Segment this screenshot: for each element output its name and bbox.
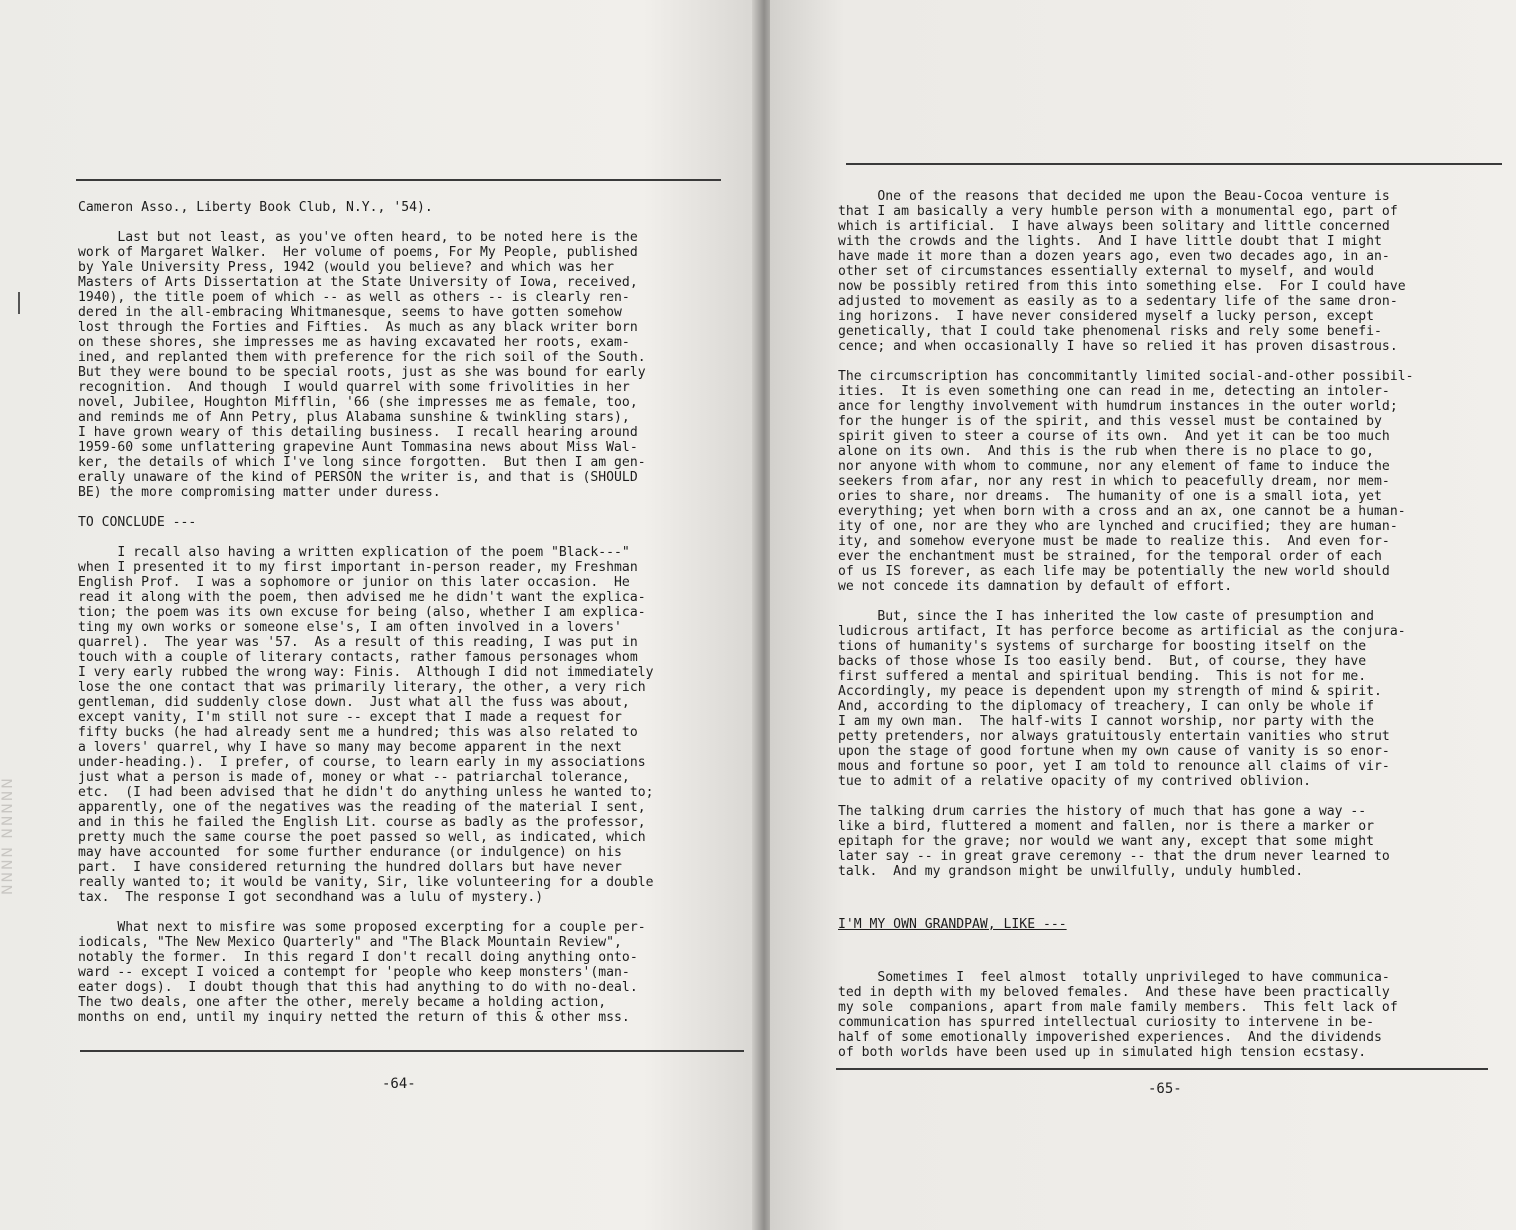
- text-line: of both worlds have been used up in simulated high tension ecstasy.: [838, 1045, 1367, 1060]
- text-line: ludicrous artifact, It has perforce become as artificial as the conjura-: [838, 624, 1406, 639]
- text-line: may have accounted for some further endurance (or indulgence) on his: [78, 845, 622, 860]
- page-number: -65-: [1148, 1081, 1182, 1097]
- text-line: ity of one, nor are they who are lynched and crucified; they are human-: [838, 519, 1398, 534]
- text-line: But they were bound to be special roots, just as she was bound for early: [78, 365, 646, 380]
- text-line: nor anyone with whom to commune, nor any element of fame to induce the: [838, 459, 1390, 474]
- text-line: with the crowds and the lights. And I have little doubt that I might: [838, 234, 1382, 249]
- text-line: tion; the poem was its own excuse for being (also, whether I am explica-: [78, 605, 646, 620]
- text-line: gentleman, did suddenly close down. Just what all the fuss was about,: [78, 695, 630, 710]
- text-line: ward -- except I voiced a contempt for 'people who keep monsters'(man-: [78, 965, 630, 980]
- text-line: TO CONCLUDE ---: [78, 515, 197, 530]
- text-line: One of the reasons that decided me upon the Beau-Cocoa venture is: [838, 189, 1390, 204]
- text-line: later say -- in great grave ceremony -- that the drum never learned to: [838, 849, 1390, 864]
- text-line: touch with a couple of literary contacts, rather famous personages whom: [78, 650, 638, 665]
- text-line: work of Margaret Walker. Her volume of poems, For My People, published: [78, 245, 638, 260]
- text-line: part. I have considered returning the hundred dollars but have never: [78, 860, 622, 875]
- text-line: The talking drum carries the history of much that has gone a way --: [838, 804, 1367, 819]
- text-line: [78, 215, 750, 230]
- page-number: -64-: [382, 1076, 416, 1092]
- text-line: everything; yet when born with a cross and an ax, one cannot be a human-: [838, 504, 1406, 519]
- text-line: except vanity, I'm still not sure -- except that I made a request for: [78, 710, 622, 725]
- text-line: for the hunger is of the spirit, and this vessel must be contained by: [838, 414, 1382, 429]
- text-line: [78, 905, 750, 920]
- text-line: ted in depth with my beloved females. And these have been practically: [838, 985, 1390, 1000]
- bottom-rule: [80, 1050, 744, 1052]
- text-line: I recall also having a written explication of the poem "Black---": [78, 545, 630, 560]
- section-gap: [838, 879, 1510, 917]
- text-line: The circumscription has concommitantly limited social-and-other possibil-: [838, 369, 1414, 384]
- text-line: 1959-60 some unflattering grapevine Aunt Tommasina news about Miss Wal-: [78, 440, 638, 455]
- text-line: [838, 789, 1510, 804]
- margin-mark: NNNN NNNNN: [0, 776, 16, 895]
- text-line: on these shores, she impresses me as having excavated her roots, exam-: [78, 335, 630, 350]
- text-line: a lovers' quarrel, why I have so many may become apparent in the next: [78, 740, 622, 755]
- text-line: Sometimes I feel almost totally unprivileged to have communica-: [838, 970, 1390, 985]
- section-gap: [838, 932, 1510, 970]
- text-line: [78, 530, 750, 545]
- right-page-text: [838, 189, 1510, 1060]
- text-line: when I presented it to my first important in-person reader, my Freshman: [78, 560, 638, 575]
- text-line: my sole companions, apart from male family members. This felt lack of: [838, 1000, 1398, 1015]
- text-line: ker, the details of which I've long since forgotten. But then I am gen-: [78, 455, 646, 470]
- text-line: Cameron Asso., Liberty Book Club, N.Y., '54).: [78, 200, 433, 215]
- text-line: I very early rubbed the wrong way: Finis. Although I did not immediately: [78, 665, 654, 680]
- text-line: English Prof. I was a sophomore or junior on this later occasion. He: [78, 575, 630, 590]
- text-line: novel, Jubilee, Houghton Mifflin, '66 (she impresses me as female, too,: [78, 395, 638, 410]
- text-line: months on end, until my inquiry netted the return of this & other mss.: [78, 1010, 630, 1025]
- text-line: which is artificial. I have always been solitary and little concerned: [838, 219, 1390, 234]
- text-line: ting my own works or someone else's, I am often involved in a lovers': [78, 620, 622, 635]
- text-line: first suffered a mental and spiritual bending. This is not for me.: [838, 669, 1367, 684]
- text-line: and in this he failed the English Lit. course as badly as the professor,: [78, 815, 646, 830]
- text-line: genetically, that I could take phenomenal risks and rely some benefi-: [838, 324, 1382, 339]
- top-rule: [846, 163, 1502, 165]
- text-line: [78, 500, 750, 515]
- right-page: [770, 0, 1516, 1230]
- text-line: like a bird, fluttered a moment and fallen, nor is there a marker or: [838, 819, 1375, 834]
- text-line: fifty bucks (he had already sent me a hundred; this was also related to: [78, 725, 638, 740]
- text-line: half of some emotionally impoverished experiences. And the dividends: [838, 1030, 1382, 1045]
- text-line: ories to share, nor dreams. The humanity of one is a small iota, yet: [838, 489, 1382, 504]
- text-line: recognition. And though I would quarrel with some frivolities in her: [78, 380, 630, 395]
- bottom-rule: [836, 1068, 1488, 1070]
- text-line: 1940), the title poem of which -- as well as others -- is clearly ren-: [78, 290, 630, 305]
- text-line: under-heading.). I prefer, of course, to learn early in my associations: [78, 755, 646, 770]
- text-line: mous and fortune so poor, yet I am told to renounce all claims of vir-: [838, 759, 1390, 774]
- text-line: we not concede its damnation by default of effort.: [838, 579, 1233, 594]
- text-line: other set of circumstances essentially external to myself, and would: [838, 264, 1375, 279]
- text-line: tue to admit of a relative opacity of my contrived oblivion.: [838, 774, 1311, 789]
- text-line: ance for lengthy involvement with humdrum instances in the outer world;: [838, 399, 1398, 414]
- text-line: [838, 594, 1510, 609]
- section-heading: I'M MY OWN GRANDPAW, LIKE ---: [838, 917, 1067, 932]
- text-line: ity, and somehow everyone must be made to realize this. And even for-: [838, 534, 1390, 549]
- text-line: backs of those whose Is too easily bend. But, of course, they have: [838, 654, 1367, 669]
- text-line: tax. The response I got secondhand was a lulu of mystery.): [78, 890, 544, 905]
- margin-tick: [18, 292, 20, 314]
- text-line: adjusted to movement as easily as to a sedentary life of the same dron-: [838, 294, 1398, 309]
- text-line: Accordingly, my peace is dependent upon my strength of mind & spirit.: [838, 684, 1382, 699]
- text-line: But, since the I has inherited the low caste of presumption and: [838, 609, 1375, 624]
- text-line: read it along with the poem, then advised me he didn't want the explica-: [78, 590, 646, 605]
- text-line: [838, 354, 1510, 369]
- text-line: alone on its own. And this is the rub when there is no place to go,: [838, 444, 1375, 459]
- text-line: dered in the all-embracing Whitmanesque, seems to have gotten somehow: [78, 305, 622, 320]
- text-line: communication has spurred intellectual curiosity to intervene in be-: [838, 1015, 1375, 1030]
- text-line: lost through the Forties and Fifties. As much as any black writer born: [78, 320, 638, 335]
- text-line: lose the one contact that was primarily literary, the other, a very rich: [78, 680, 646, 695]
- text-line: notably the former. In this regard I don't recall doing anything onto-: [78, 950, 638, 965]
- text-line: really wanted to; it would be vanity, Sir, like volunteering for a double: [78, 875, 654, 890]
- text-line: Last but not least, as you've often heard, to be noted here is the: [78, 230, 638, 245]
- text-line: of us IS forever, as each life may be potentially the new world should: [838, 564, 1390, 579]
- text-line: pretty much the same course the poet passed so well, as indicated, which: [78, 830, 646, 845]
- text-line: petty pretenders, nor always gratuitously entertain vanities who strut: [838, 729, 1390, 744]
- text-line: The two deals, one after the other, merely became a holding action,: [78, 995, 607, 1010]
- text-line: ing horizons. I have never considered myself a lucky person, except: [838, 309, 1375, 324]
- text-line: cence; and when occasionally I have so relied it has proven disastrous.: [838, 339, 1398, 354]
- text-line: now be possibly retired from this into something else. For I could have: [838, 279, 1406, 294]
- text-line: have made it more than a dozen years ago, even two decades ago, in an-: [838, 249, 1390, 264]
- left-page-text: [78, 200, 750, 1025]
- text-line: by Yale University Press, 1942 (would you believe? and which was her: [78, 260, 615, 275]
- text-line: etc. (I had been advised that he didn't do anything unless he wanted to;: [78, 785, 654, 800]
- text-line: quarrel). The year was '57. As a result of this reading, I was put in: [78, 635, 638, 650]
- top-rule: [76, 179, 721, 181]
- text-line: talk. And my grandson might be unwilfully, unduly humbled.: [838, 864, 1304, 879]
- text-line: spirit given to steer a course of its own. And yet it can be too much: [838, 429, 1390, 444]
- text-line: upon the stage of good fortune when my own cause of vanity is so enor-: [838, 744, 1390, 759]
- text-line: And, according to the diplomacy of treachery, I can only be whole if: [838, 699, 1375, 714]
- text-line: seekers from afar, nor any rest in which to peacefully dream, nor mem-: [838, 474, 1390, 489]
- text-line: apparently, one of the negatives was the reading of the material I sent,: [78, 800, 646, 815]
- text-line: and reminds me of Ann Petry, plus Alabama sunshine & twinkling stars),: [78, 410, 630, 425]
- text-line: ities. It is even something one can read in me, detecting an intoler-: [838, 384, 1390, 399]
- text-line: ever the enchantment must be strained, for the temporal order of each: [838, 549, 1382, 564]
- text-line: Masters of Arts Dissertation at the State University of Iowa, received,: [78, 275, 638, 290]
- text-line: tions of humanity's systems of surcharge for boosting itself on the: [838, 639, 1367, 654]
- text-line: I am my own man. The half-wits I cannot worship, nor party with the: [838, 714, 1375, 729]
- text-line: erally unaware of the kind of PERSON the writer is, and that is (SHOULD: [78, 470, 638, 485]
- text-line: epitaph for the grave; nor would we want any, except that some might: [838, 834, 1375, 849]
- text-line: ined, and replanted them with preference for the rich soil of the South.: [78, 350, 646, 365]
- text-line: eater dogs). I doubt though that this had anything to do with no-deal.: [78, 980, 638, 995]
- text-line: BE) the more compromising matter under duress.: [78, 485, 441, 500]
- text-line: just what a person is made of, money or what -- patriarchal tolerance,: [78, 770, 630, 785]
- text-line: What next to misfire was some proposed excerpting for a couple per-: [78, 920, 646, 935]
- text-line: I have grown weary of this detailing business. I recall hearing around: [78, 425, 638, 440]
- text-line: iodicals, "The New Mexico Quarterly" and "The Black Mountain Review",: [78, 935, 622, 950]
- text-line: that I am basically a very humble person with a monumental ego, part of: [838, 204, 1398, 219]
